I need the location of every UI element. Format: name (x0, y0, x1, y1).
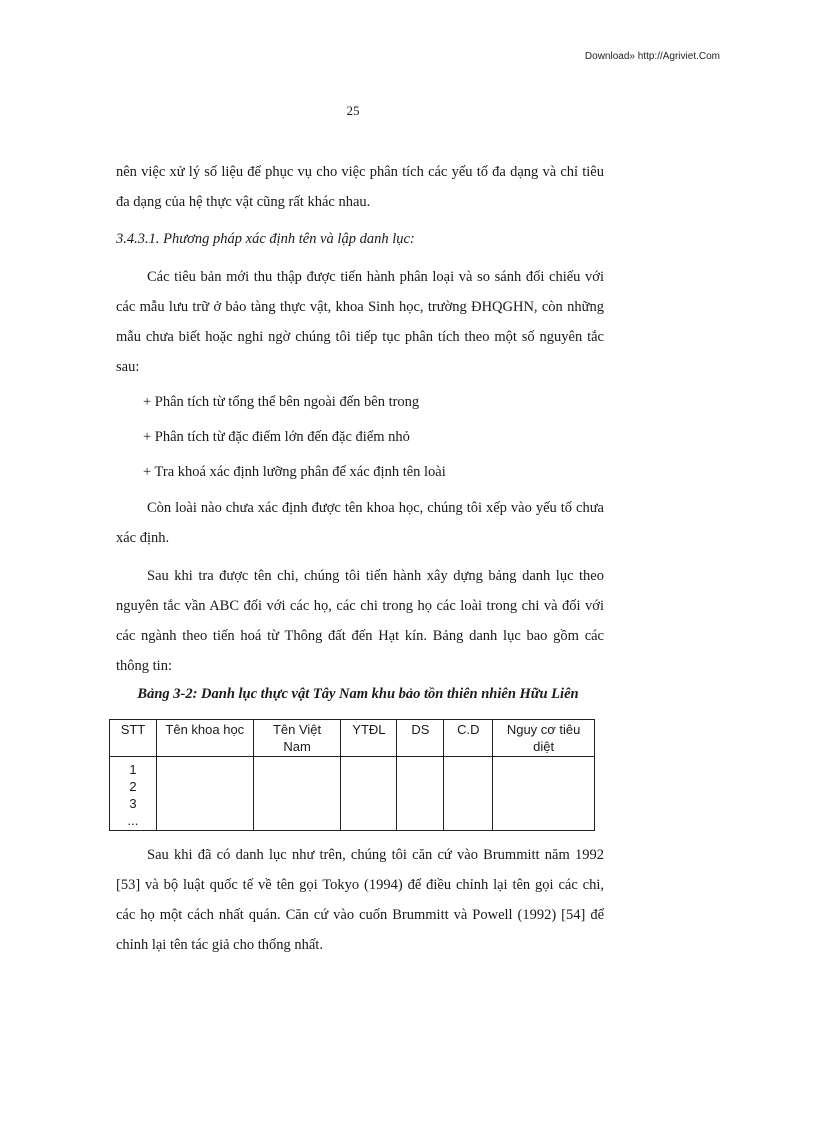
column-header: YTĐL (341, 720, 397, 757)
table-header-row (110, 720, 595, 757)
column-header: Nguy cơ tiêu diệt (493, 720, 595, 757)
intro-paragraph: nên việc xử lý số liệu để phục vụ cho việc phân tích các yếu tố đa dạng và chỉ tiêu đa dạng của hệ thực vật cũng rất khác nhau. (116, 164, 604, 210)
section-heading: 3.4.3.1. Phương pháp xác định tên và lập danh lục: (116, 231, 415, 247)
paragraph-3: Sau khi tra được tên chi, chúng tôi tiến hành xây dựng bảng danh lục theo nguyên tắc vần ABC đối với các họ, các chi trong họ các loài trong chi và đối với các ngành theo tiến hoá từ Thông đất đến Hạt kín. Bảng danh lục bao gồm các thông tin: (116, 568, 604, 674)
row-number: 2 (129, 779, 137, 794)
row-number: 3 (129, 796, 137, 811)
page-number: 25 (346, 103, 360, 118)
bullet-list (116, 385, 604, 490)
table-cell (397, 757, 444, 831)
download-link[interactable]: Download» http://Agriviet.Com (584, 51, 720, 62)
paragraph-4: Sau khi đã có danh lục như trên, chúng tôi căn cứ vào Brummitt năm 1992 [53] và bộ luật quốc tế về tên gọi Tokyo (1994) để điều chỉnh lại tên gọi các chi, các họ một cách nhất quán. Căn cứ vào cuốn Brummitt và Powell (1992) [54] để chỉnh lại tên tác giả cho thống nhất. (116, 847, 604, 953)
column-header: Tên khoa học (156, 720, 253, 757)
paragraph-1: Các tiêu bản mới thu thập được tiến hành phân loại và so sánh đối chiếu với các mẫu lưu trữ ở bảo tàng thực vật, khoa Sinh học, trường ĐHQGHN, còn những mẫu chưa biết hoặc nghi ngờ chúng tôi tiếp tục phân tích theo một số nguyên tắc sau: (116, 269, 604, 375)
column-header: DS (397, 720, 444, 757)
table-cell (493, 757, 595, 831)
bullet-item: + Phân tích từ tổng thể bên ngoài đến bên trong (143, 394, 420, 410)
table-cell (156, 757, 253, 831)
document-body-lower (116, 840, 604, 960)
stt-cell (110, 757, 157, 831)
table-row (110, 757, 595, 831)
table-cell (341, 757, 397, 831)
table-cell (444, 757, 493, 831)
paragraph-2: Còn loài nào chưa xác định được tên khoa học, chúng tôi xếp vào yếu tố chưa xác định. (116, 500, 604, 546)
document-body (116, 157, 604, 681)
table-caption: Bảng 3-2: Danh lục thực vật Tây Nam khu bảo tồn thiên nhiên Hữu Liên (137, 686, 579, 702)
bullet-item: + Phân tích từ đặc điểm lớn đến đặc điểm nhỏ (143, 429, 410, 445)
bullet-item: + Tra khoá xác định lưỡng phân để xác định tên loài (143, 464, 446, 480)
column-header: Tên Việt Nam (253, 720, 341, 757)
species-table (109, 719, 595, 831)
column-header: STT (110, 720, 157, 757)
row-number: 1 (129, 762, 137, 777)
table-cell (253, 757, 341, 831)
column-header: C.D (444, 720, 493, 757)
row-number: ... (127, 813, 139, 828)
